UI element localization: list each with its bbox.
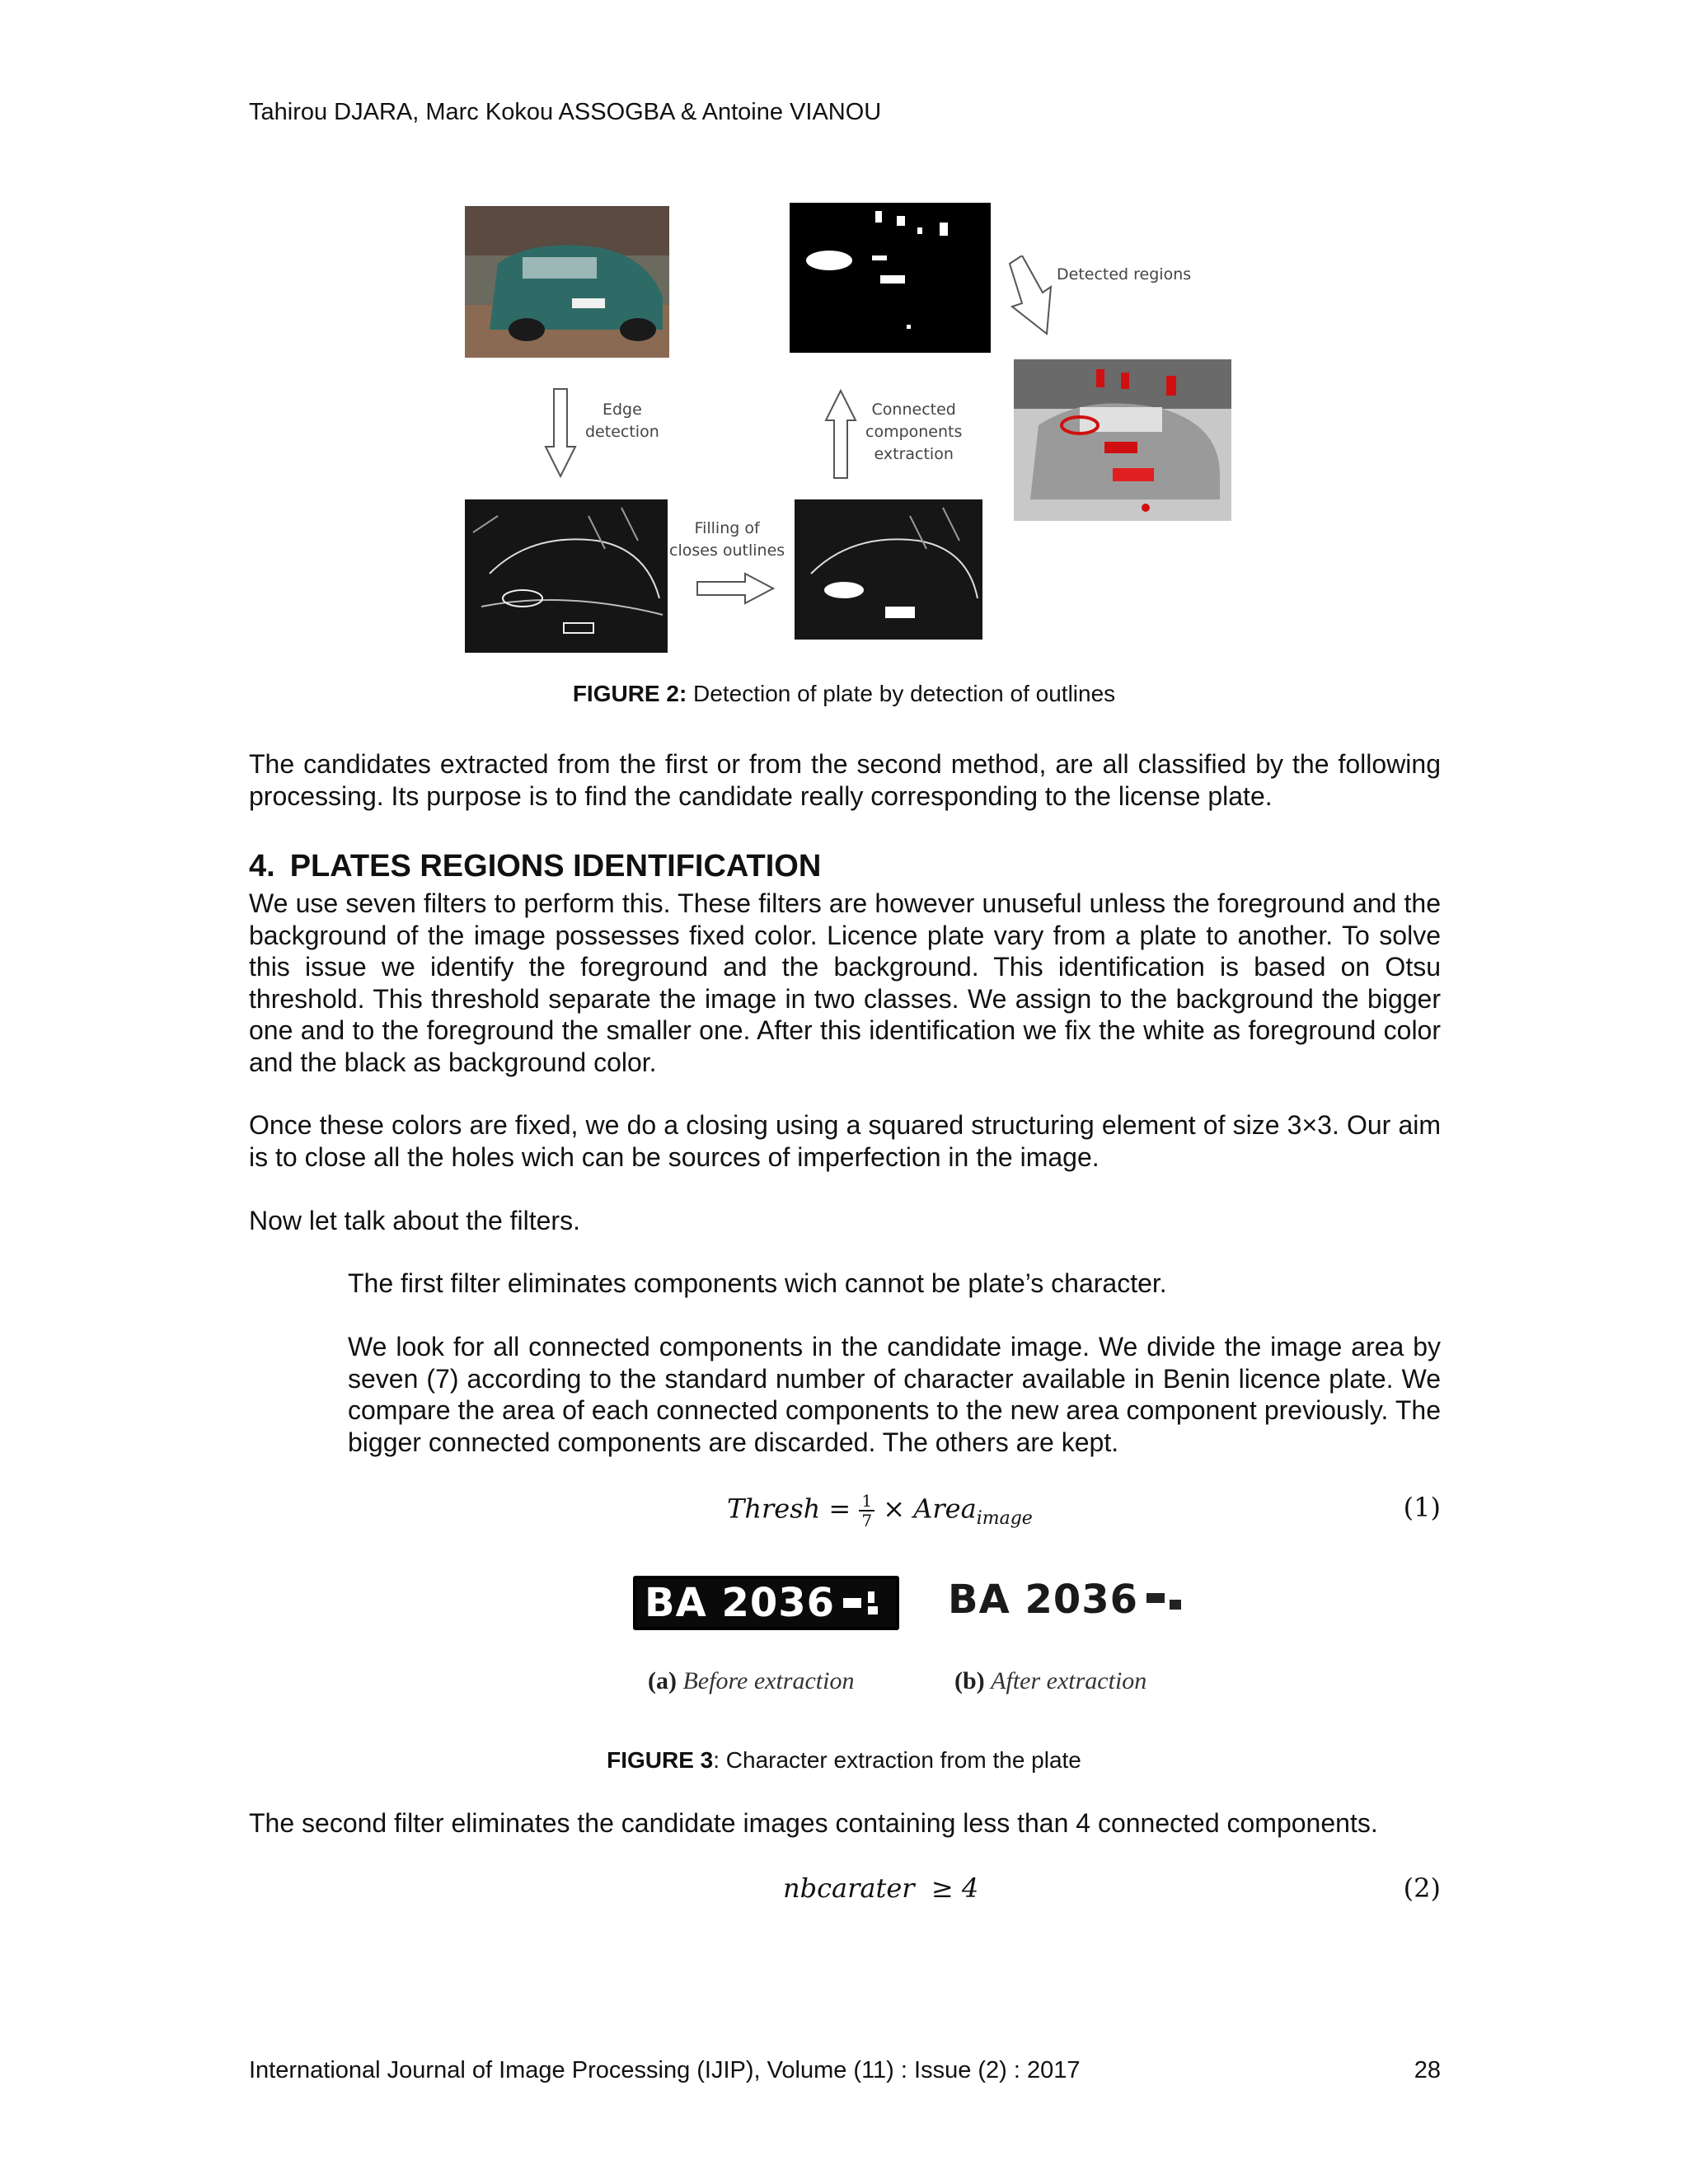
detected-regions-arrow bbox=[1006, 255, 1055, 338]
paragraph-connected-components: We look for all connected components in the candidate image. We divide the image area by seven (7) according to the standard number of character available in Benin licence plate. We compare the area of each connected components to the new area component previously. The bigger connected components are discarded. The others are kept. bbox=[348, 1332, 1441, 1457]
plate-after-extraction: BA 2036 bbox=[940, 1576, 1199, 1624]
figure-2-caption: FIGURE 2: Detection of plate by detection of outlines bbox=[572, 681, 1116, 706]
paragraph-candidates: The candidates extracted from the first or from the second method, are all classified by the following processing. Its purpose is to find the candidate really corresponding to the license plate. bbox=[249, 749, 1441, 811]
paragraph-first-filter: The first filter eliminates components wich cannot be plate’s character. bbox=[348, 1268, 1167, 1298]
section-heading: 4. PLATES REGIONS IDENTIFICATION bbox=[249, 849, 822, 883]
figure-2-diagram bbox=[462, 198, 1245, 668]
car-photo-detected bbox=[1014, 359, 1231, 521]
paragraph-closing: Once these colors are fixed, we do a closing using a squared structuring element of size 3×3. Our aim is to close all the holes wich can be sources of imperfection in the image. bbox=[249, 1110, 1441, 1172]
detected-regions-label: Detected regions bbox=[1057, 265, 1192, 284]
binary-components-image bbox=[790, 203, 991, 353]
paragraph-filters: Now let talk about the filters. bbox=[249, 1206, 580, 1235]
car-photo-original bbox=[465, 206, 669, 358]
equation-2-number: (2) bbox=[1403, 1872, 1441, 1904]
subcaption-b: (b) After extraction bbox=[954, 1667, 1147, 1694]
plate-before-extraction: BA 2036 bbox=[633, 1576, 899, 1630]
paragraph-second-filter: The second filter eliminates the candidate images containing less than 4 connected components. bbox=[249, 1808, 1378, 1838]
equation-1-number: (1) bbox=[1403, 1492, 1441, 1523]
edge-detected-image bbox=[465, 499, 668, 653]
figure-3-caption: FIGURE 3: Character extraction from the plate bbox=[607, 1747, 1081, 1773]
filling-outlines-arrow bbox=[696, 572, 775, 605]
filling-outlines-label: Filling of closes outlines bbox=[669, 519, 785, 560]
journal-footer: International Journal of Image Processing (IJIP), Volume (11) : Issue (2) : 2017 bbox=[249, 2057, 1081, 2083]
running-header: Tahirou DJARA, Marc Kokou ASSOGBA & Antoine VIANOU bbox=[249, 99, 882, 125]
connected-components-label: Connected components extraction bbox=[865, 401, 963, 463]
filled-outlines-image bbox=[795, 499, 982, 640]
edge-detection-arrow bbox=[544, 387, 577, 478]
paragraph-filters-intro: We use seven filters to perform this. These filters are however unuseful unless the foreground and the background of the image possesses fixed color. Licence plate vary from a plate to another. To solve this issue we identify the foreground and the background. This identification is based on Otsu threshold. This threshold separate the image in two classes. We assign to the background the bigger one and to the foreground the smaller one. After this identification we fix the white as foreground color and the black as background color. bbox=[249, 888, 1441, 1077]
page-number: 28 bbox=[1414, 2057, 1441, 2083]
edge-detection-label: Edge detection bbox=[585, 401, 659, 441]
connected-components-arrow bbox=[824, 389, 857, 480]
subcaption-a: (a) Before extraction bbox=[648, 1667, 855, 1694]
